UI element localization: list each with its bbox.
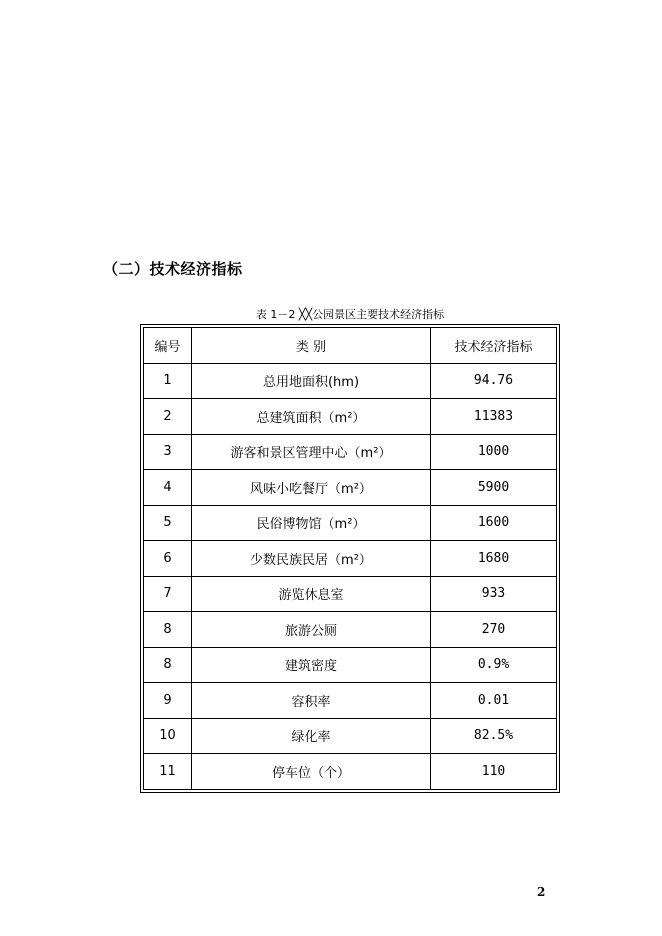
cell-category: 绿化率 xyxy=(192,718,431,754)
table-caption: 表 1－2 ╳╳公园景区主要技术经济指标 xyxy=(255,308,445,321)
cell-category: 容积率 xyxy=(192,683,431,719)
table-header-row xyxy=(144,328,557,364)
table-row xyxy=(144,718,557,754)
table-row xyxy=(144,434,557,470)
cell-category: 民俗博物馆（m²） xyxy=(192,505,431,541)
cell-value: 11383 xyxy=(431,399,557,435)
cell-value: 1000 xyxy=(431,434,557,470)
cell-number: 9 xyxy=(144,683,192,719)
cell-category: 少数民族民居（m²） xyxy=(192,541,431,577)
table-row xyxy=(144,612,557,648)
table-row xyxy=(144,647,557,683)
table-row xyxy=(144,505,557,541)
cell-number: 8 xyxy=(144,612,192,648)
indicator-table-frame xyxy=(140,324,560,793)
cell-number: 8 xyxy=(144,647,192,683)
cell-category: 总用地面积(hm) xyxy=(192,363,431,399)
table-row xyxy=(144,363,557,399)
table-row xyxy=(144,576,557,612)
table-row xyxy=(144,470,557,506)
cell-number: 5 xyxy=(144,505,192,541)
cell-number: 6 xyxy=(144,541,192,577)
cell-value: 933 xyxy=(431,576,557,612)
cell-category: 游客和景区管理中心（m²） xyxy=(192,434,431,470)
header-category: 类 别 xyxy=(192,328,431,364)
table-row xyxy=(144,754,557,790)
cell-number: 11 xyxy=(144,754,192,790)
cell-value: 270 xyxy=(431,612,557,648)
header-number: 编号 xyxy=(144,328,192,364)
cell-value: 1600 xyxy=(431,505,557,541)
cell-number: 7 xyxy=(144,576,192,612)
cell-number: 3 xyxy=(144,434,192,470)
cell-number: 10 xyxy=(144,718,192,754)
cell-value: 0.9% xyxy=(431,647,557,683)
cell-value: 82.5% xyxy=(431,718,557,754)
cell-value: 0.01 xyxy=(431,683,557,719)
cell-value: 94.76 xyxy=(431,363,557,399)
cell-category: 游览休息室 xyxy=(192,576,431,612)
cell-number: 1 xyxy=(144,363,192,399)
page-number: 2 xyxy=(537,885,546,899)
cell-category: 建筑密度 xyxy=(192,647,431,683)
cell-category: 旅游公厕 xyxy=(192,612,431,648)
cell-number: 4 xyxy=(144,470,192,506)
cell-value: 110 xyxy=(431,754,557,790)
indicator-table xyxy=(143,327,557,790)
cell-category: 总建筑面积（m²） xyxy=(192,399,431,435)
table-row xyxy=(144,399,557,435)
cell-category: 停车位（个） xyxy=(192,754,431,790)
table-row xyxy=(144,541,557,577)
table-row xyxy=(144,683,557,719)
section-heading: （二）技术经济指标 xyxy=(103,260,243,278)
header-indicator: 技术经济指标 xyxy=(431,328,557,364)
cell-category: 风味小吃餐厅（m²） xyxy=(192,470,431,506)
cell-value: 1680 xyxy=(431,541,557,577)
cell-value: 5900 xyxy=(431,470,557,506)
cell-number: 2 xyxy=(144,399,192,435)
